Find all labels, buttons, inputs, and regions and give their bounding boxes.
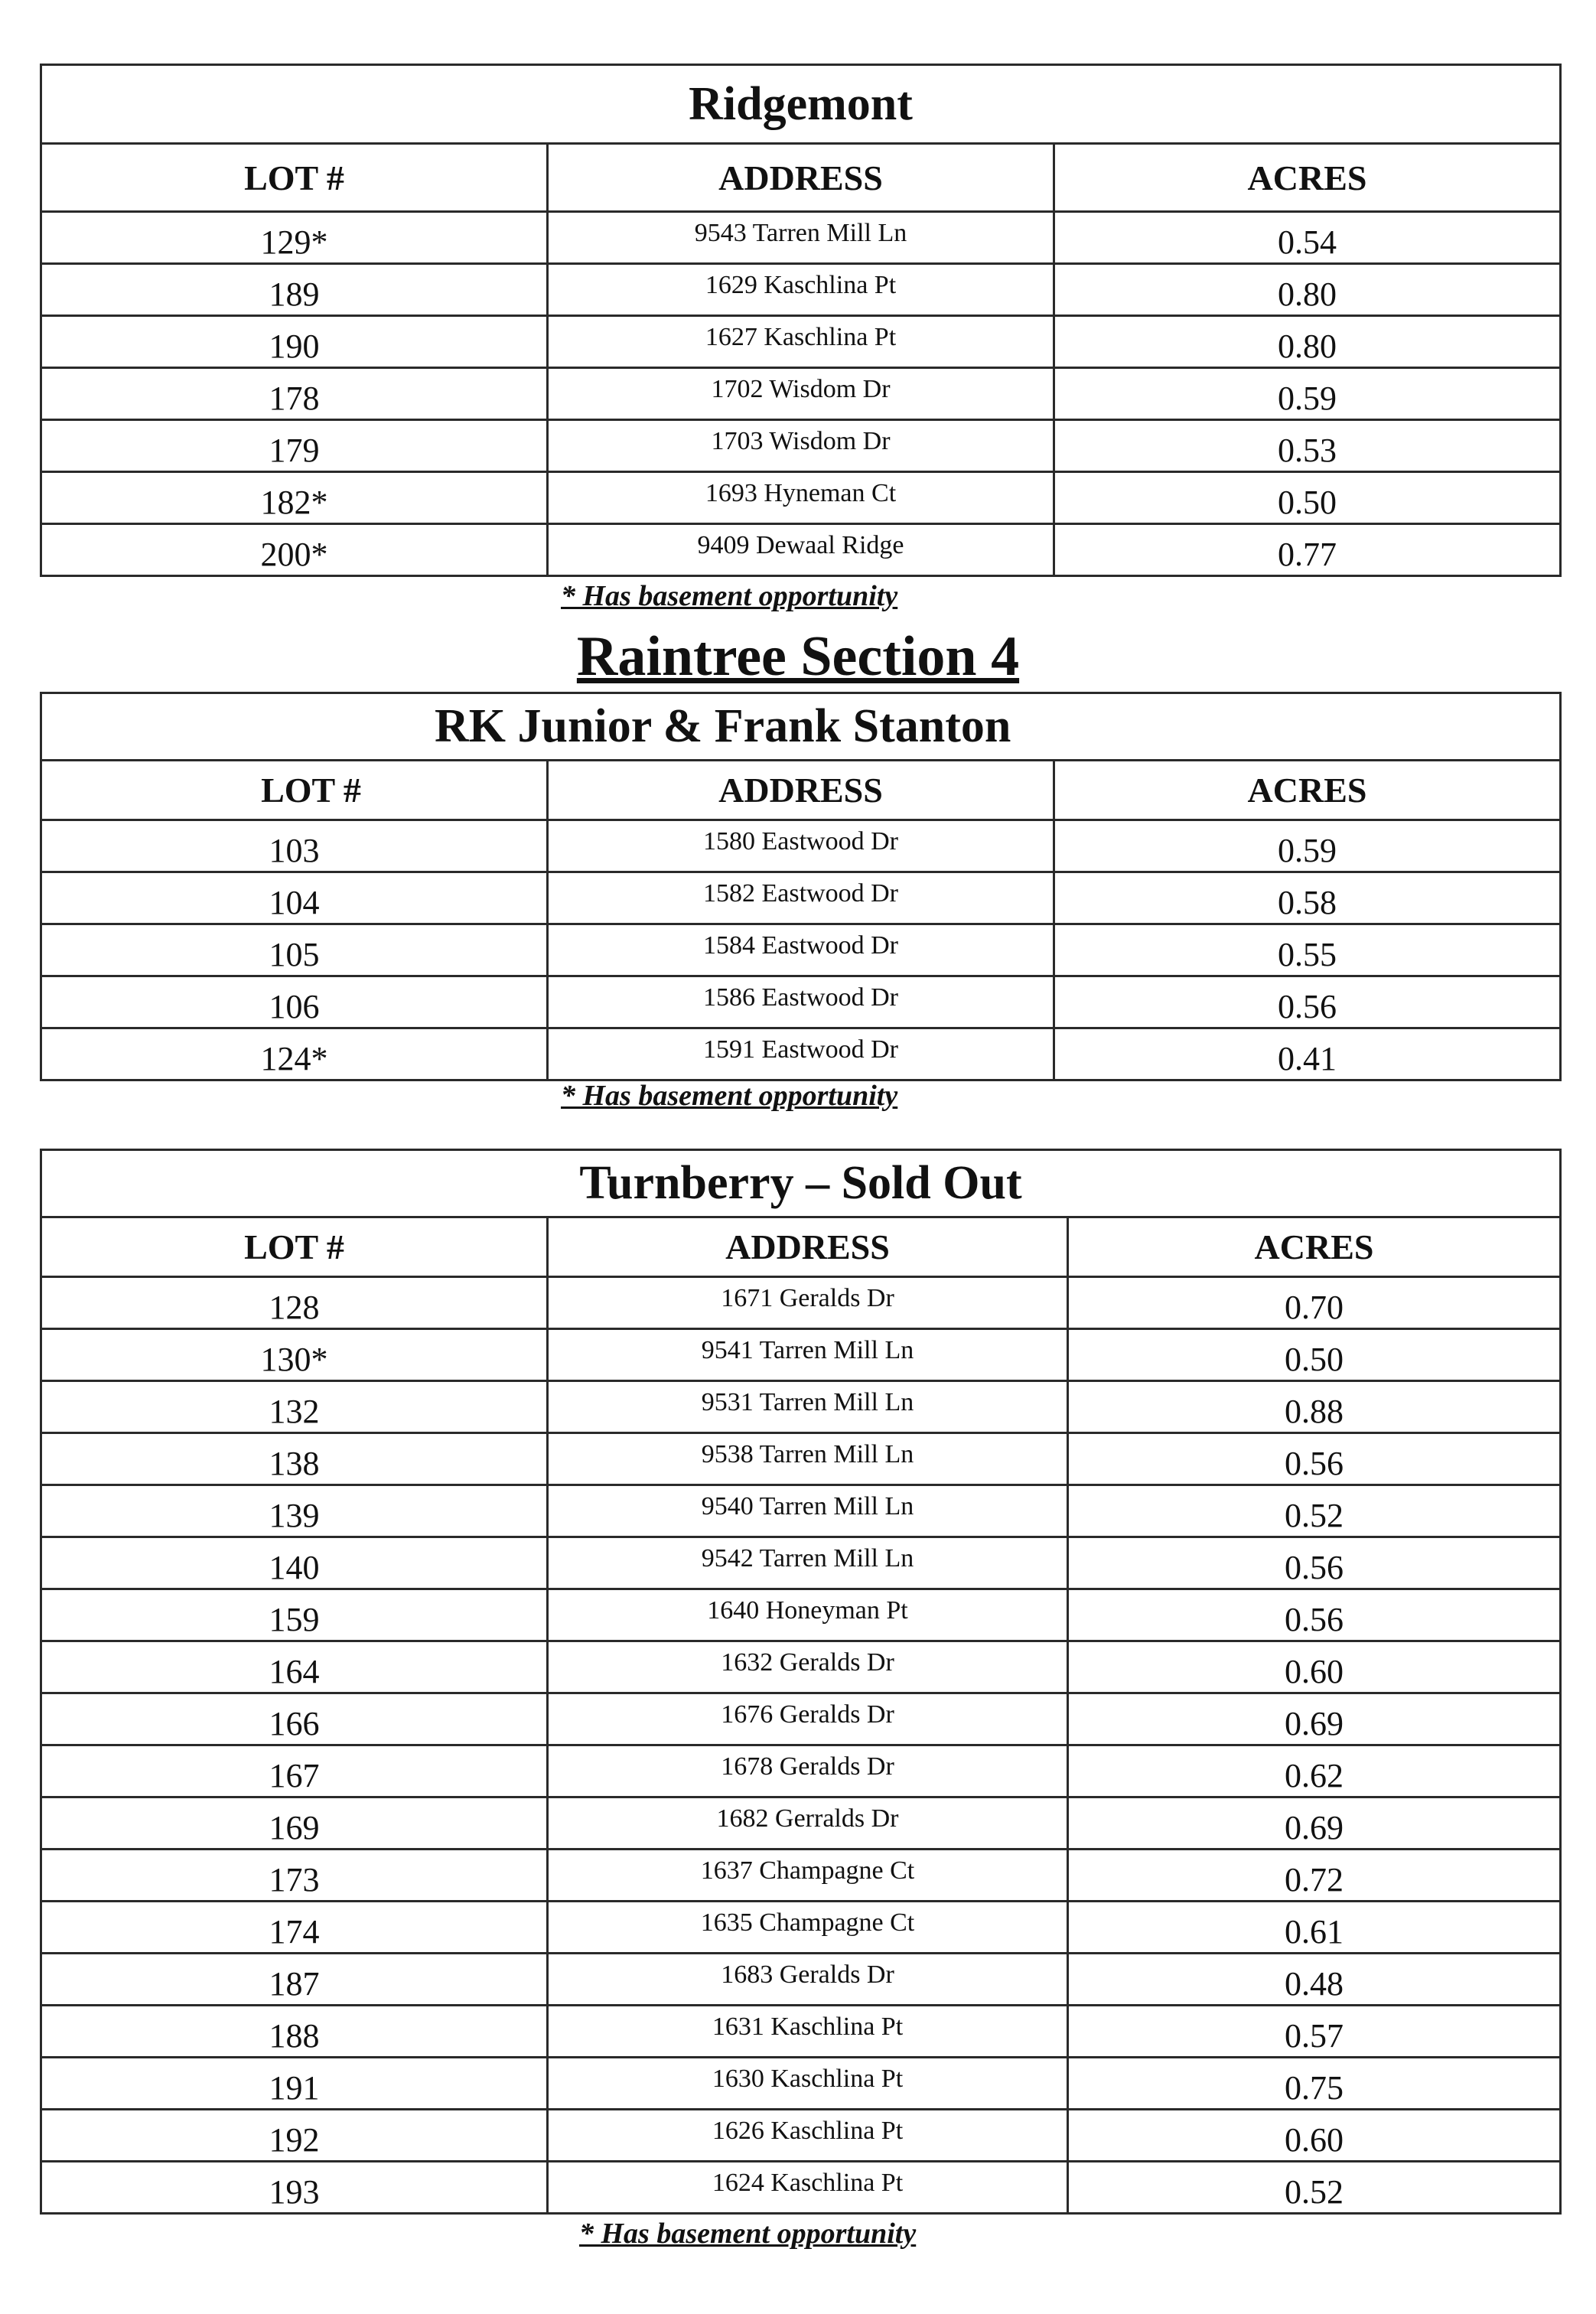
lot-acres: 0.48: [1068, 1954, 1561, 2006]
lot-number: 103: [41, 820, 548, 872]
lot-address: 9543 Tarren Mill Ln: [548, 212, 1054, 264]
lot-number: 104: [41, 872, 548, 924]
lot-address: 9409 Dewaal Ridge: [548, 524, 1054, 576]
table-header-row: [41, 144, 1561, 212]
lot-address: 1631 Kaschlina Pt: [548, 2006, 1068, 2058]
lot-number: 132: [41, 1381, 548, 1433]
lot-number: 190: [41, 316, 548, 368]
lot-address: 1626 Kaschlina Pt: [548, 2110, 1068, 2162]
address-header: ADDRESS: [548, 1217, 1068, 1277]
lot-acres: 0.60: [1068, 1641, 1561, 1693]
acres-header: ACRES: [1068, 1217, 1561, 1277]
table-row: [41, 2162, 1561, 2214]
lot-header: LOT #: [41, 1217, 548, 1277]
lot-number: 200*: [41, 524, 548, 576]
lot-address: 1683 Geralds Dr: [548, 1954, 1068, 2006]
lot-number: 169: [41, 1797, 548, 1850]
table-row: [41, 212, 1561, 264]
lot-number: 167: [41, 1745, 548, 1797]
lot-number: 173: [41, 1850, 548, 1902]
ridgemont-title: Ridgemont: [41, 65, 1561, 144]
lot-acres: 0.55: [1054, 924, 1561, 976]
lot-acres: 0.75: [1068, 2058, 1561, 2110]
lot-acres: 0.69: [1068, 1693, 1561, 1745]
lot-number: 124*: [41, 1028, 548, 1080]
table-row: [41, 2110, 1561, 2162]
table-title-row: [41, 693, 1561, 761]
table-row: [41, 976, 1561, 1028]
table-row: [41, 1381, 1561, 1433]
table-row: [41, 1745, 1561, 1797]
lot-acres: 0.50: [1068, 1329, 1561, 1381]
turnberry-footnote: * Has basement opportunity: [579, 2218, 917, 2250]
table-row: [41, 820, 1561, 872]
table-row: [41, 420, 1561, 472]
lot-number: 174: [41, 1902, 548, 1954]
lot-address: 1584 Eastwood Dr: [548, 924, 1054, 976]
table-row: [41, 924, 1561, 976]
lot-number: 178: [41, 368, 548, 420]
table-row: [41, 368, 1561, 420]
lot-acres: 0.72: [1068, 1850, 1561, 1902]
ridgemont-footnote: * Has basement opportunity: [561, 580, 898, 612]
lot-number: 105: [41, 924, 548, 976]
lot-acres: 0.56: [1068, 1433, 1561, 1485]
acres-header: ACRES: [1054, 761, 1561, 820]
lot-address: 1580 Eastwood Dr: [548, 820, 1054, 872]
lot-acres: 0.52: [1068, 1485, 1561, 1537]
lot-address: 1627 Kaschlina Pt: [548, 316, 1054, 368]
lot-number: 166: [41, 1693, 548, 1745]
raintree-footnote: * Has basement opportunity: [561, 1080, 898, 1112]
lot-acres: 0.80: [1054, 316, 1561, 368]
lot-address: 1640 Honeyman Pt: [548, 1589, 1068, 1641]
lot-address: 1671 Geralds Dr: [548, 1277, 1068, 1329]
lot-address: 9541 Tarren Mill Ln: [548, 1329, 1068, 1381]
lot-header: LOT #: [41, 761, 548, 820]
table-row: [41, 1693, 1561, 1745]
lot-address: 1629 Kaschlina Pt: [548, 264, 1054, 316]
raintree-title: RK Junior & Frank Stanton: [41, 693, 1561, 761]
lot-address: 1632 Geralds Dr: [548, 1641, 1068, 1693]
table-title-row: [41, 65, 1561, 144]
lot-address: 1637 Champagne Ct: [548, 1850, 1068, 1902]
lot-header: LOT #: [41, 144, 548, 212]
lot-number: 140: [41, 1537, 548, 1589]
lot-acres: 0.56: [1068, 1537, 1561, 1589]
lot-acres: 0.61: [1068, 1902, 1561, 1954]
lot-address: 1586 Eastwood Dr: [548, 976, 1054, 1028]
table-row: [41, 316, 1561, 368]
table-header-row: [41, 1217, 1561, 1277]
turnberry-table: [40, 1149, 1562, 2215]
table-row: [41, 1277, 1561, 1329]
table-row: [41, 1797, 1561, 1850]
lot-address: 1676 Geralds Dr: [548, 1693, 1068, 1745]
lot-number: 179: [41, 420, 548, 472]
lot-acres: 0.62: [1068, 1745, 1561, 1797]
table-row: [41, 1329, 1561, 1381]
address-header: ADDRESS: [548, 144, 1054, 212]
lot-acres: 0.53: [1054, 420, 1561, 472]
lot-acres: 0.59: [1054, 820, 1561, 872]
table-row: [41, 472, 1561, 524]
lot-number: 128: [41, 1277, 548, 1329]
table-row: [41, 1433, 1561, 1485]
lot-acres: 0.54: [1054, 212, 1561, 264]
lot-number: 189: [41, 264, 548, 316]
lot-address: 9542 Tarren Mill Ln: [548, 1537, 1068, 1589]
lot-acres: 0.69: [1068, 1797, 1561, 1850]
table-row: [41, 1028, 1561, 1080]
table-row: [41, 1641, 1561, 1693]
table-row: [41, 1485, 1561, 1537]
lot-address: 1582 Eastwood Dr: [548, 872, 1054, 924]
lot-address: 9538 Tarren Mill Ln: [548, 1433, 1068, 1485]
lot-acres: 0.41: [1054, 1028, 1561, 1080]
table-row: [41, 1850, 1561, 1902]
lot-number: 164: [41, 1641, 548, 1693]
lot-number: 139: [41, 1485, 548, 1537]
lot-address: 1591 Eastwood Dr: [548, 1028, 1054, 1080]
table-row: [41, 524, 1561, 576]
lot-acres: 0.80: [1054, 264, 1561, 316]
table-row: [41, 1589, 1561, 1641]
table-row: [41, 2058, 1561, 2110]
lot-number: 106: [41, 976, 548, 1028]
table-row: [41, 1537, 1561, 1589]
lot-address: 1678 Geralds Dr: [548, 1745, 1068, 1797]
lot-number: 159: [41, 1589, 548, 1641]
table-row: [41, 1954, 1561, 2006]
lot-acres: 0.60: [1068, 2110, 1561, 2162]
address-header: ADDRESS: [548, 761, 1054, 820]
ridgemont-table: [40, 64, 1562, 577]
lot-address: 1703 Wisdom Dr: [548, 420, 1054, 472]
lot-acres: 0.59: [1054, 368, 1561, 420]
lot-number: 130*: [41, 1329, 548, 1381]
lot-number: 182*: [41, 472, 548, 524]
lot-acres: 0.52: [1068, 2162, 1561, 2214]
lot-address: 1702 Wisdom Dr: [548, 368, 1054, 420]
raintree-table: [40, 692, 1562, 1081]
lot-acres: 0.70: [1068, 1277, 1561, 1329]
raintree-section-heading: Raintree Section 4: [576, 625, 1020, 688]
lot-acres: 0.50: [1054, 472, 1561, 524]
lot-address: 1624 Kaschlina Pt: [548, 2162, 1068, 2214]
table-title-row: [41, 1150, 1561, 1217]
lot-acres: 0.56: [1054, 976, 1561, 1028]
lot-address: 1635 Champagne Ct: [548, 1902, 1068, 1954]
lot-acres: 0.58: [1054, 872, 1561, 924]
lot-number: 193: [41, 2162, 548, 2214]
lot-number: 192: [41, 2110, 548, 2162]
lot-acres: 0.57: [1068, 2006, 1561, 2058]
lot-address: 1630 Kaschlina Pt: [548, 2058, 1068, 2110]
turnberry-title: Turnberry – Sold Out: [41, 1150, 1561, 1217]
acres-header: ACRES: [1054, 144, 1561, 212]
lot-acres: 0.88: [1068, 1381, 1561, 1433]
lot-address: 1693 Hyneman Ct: [548, 472, 1054, 524]
lot-acres: 0.56: [1068, 1589, 1561, 1641]
lot-address: 1682 Gerralds Dr: [548, 1797, 1068, 1850]
lot-address: 9540 Tarren Mill Ln: [548, 1485, 1068, 1537]
table-row: [41, 872, 1561, 924]
lot-number: 138: [41, 1433, 548, 1485]
table-row: [41, 1902, 1561, 1954]
table-row: [41, 2006, 1561, 2058]
lot-number: 187: [41, 1954, 548, 2006]
lot-number: 191: [41, 2058, 548, 2110]
lot-number: 188: [41, 2006, 548, 2058]
lot-number: 129*: [41, 212, 548, 264]
table-header-row: [41, 761, 1561, 820]
lot-acres: 0.77: [1054, 524, 1561, 576]
table-row: [41, 264, 1561, 316]
lot-address: 9531 Tarren Mill Ln: [548, 1381, 1068, 1433]
